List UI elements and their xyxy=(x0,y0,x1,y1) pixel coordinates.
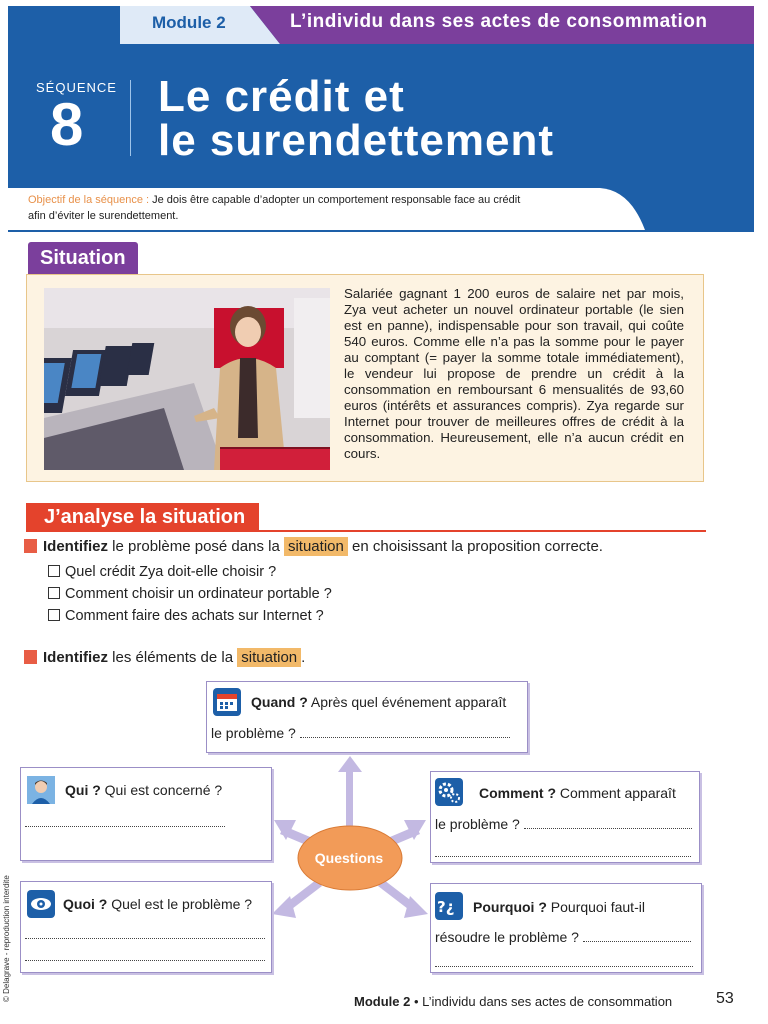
card-pourquoi-line1 xyxy=(473,897,701,917)
situation-text: Salariée gagnant 1 200 euros de salaire net par mois, Zya veut acheter un nouvel ordinateur portable (le sien est en panne), indispensable pour son travail, qui coûte 540 euros. Comme elle n’a pas la somme pour le payer au comptant (= payer la somme totale immédiatement), le vendeur lui propose de prendre un crédit à la consommation en remboursant 6 mensualités de 93,60 euros (intérêts et assurances compris). Zya regarde sur Internet pour trouver de meilleures offres de crédit à la consommation. Heureusement, elle n’a aucun crédit en cours. xyxy=(344,286,684,461)
card-quand-question-end: le problème ? xyxy=(211,725,296,741)
card-qui xyxy=(20,767,272,861)
card-qui-keyword: Qui ? xyxy=(65,782,101,798)
card-pourquoi-keyword: Pourquoi ? xyxy=(473,899,547,915)
answer-line[interactable] xyxy=(25,814,225,827)
question-2-verb: Identifiez xyxy=(43,649,109,666)
sequence-number: 8 xyxy=(50,91,84,158)
card-quand xyxy=(206,681,528,753)
answer-line[interactable] xyxy=(25,926,265,939)
card-quoi-line1 xyxy=(63,894,271,914)
card-comment-line2 xyxy=(435,814,699,834)
objective-text: Je dois être capable d’adopter un comportement responsable face au crédit afin d’éviter le surendettement. xyxy=(28,194,521,222)
svg-text:?¿: ?¿ xyxy=(437,898,455,916)
module-title: L’individu dans ses actes de consommation xyxy=(290,11,708,32)
answer-line[interactable] xyxy=(524,816,692,829)
card-quoi xyxy=(20,881,272,973)
question-2-before: les éléments de la xyxy=(108,649,238,666)
footer-module xyxy=(354,994,672,1009)
card-comment-line1 xyxy=(479,783,699,803)
question-1-verb: Identifiez xyxy=(43,538,109,555)
analyse-tab: J’analyse la situation xyxy=(26,503,259,531)
answer-line[interactable] xyxy=(435,954,693,967)
card-quand-question: Après quel événement apparaît xyxy=(307,694,507,710)
option-label: Comment choisir un ordinateur portable ? xyxy=(65,586,332,602)
page-title-line2: le surendettement xyxy=(158,116,554,165)
page-number: 53 xyxy=(716,990,734,1007)
card-qui-line1 xyxy=(65,780,270,800)
answer-line[interactable] xyxy=(25,948,265,961)
answer-line[interactable] xyxy=(435,844,691,857)
card-qui-question: Qui est concerné ? xyxy=(100,782,223,798)
card-comment-keyword: Comment ? xyxy=(479,785,556,801)
card-quand-line2 xyxy=(211,723,527,743)
question-marks-icon xyxy=(435,892,463,920)
option-label: Quel crédit Zya doit-elle choisir ? xyxy=(65,564,277,580)
card-pourquoi xyxy=(430,883,702,973)
sequence-label: SÉQUENCE xyxy=(36,80,117,95)
module-label: Module 2 xyxy=(152,13,226,32)
question-1-highlight: situation xyxy=(284,537,348,556)
card-quand-keyword: Quand ? xyxy=(251,694,308,710)
card-pourquoi-line2 xyxy=(435,927,701,947)
question-1-before: le problème posé dans la xyxy=(108,538,284,555)
gears-icon xyxy=(435,778,463,806)
mindmap-center-label: Questions xyxy=(314,850,384,866)
situation-tab: Situation xyxy=(28,242,138,274)
card-quoi-keyword: Quoi ? xyxy=(63,896,108,912)
page-title-line1: Le crédit et xyxy=(158,72,405,121)
card-comment xyxy=(430,771,700,863)
copyright-notice: © Delagrave - reproduction interdite xyxy=(2,875,11,1002)
card-pourquoi-question-end: résoudre le problème ? xyxy=(435,929,579,945)
card-comment-question: Comment apparaît xyxy=(556,785,676,801)
card-pourquoi-question: Pourquoi faut-il xyxy=(546,899,645,915)
objective-label: Objectif de la séquence : xyxy=(28,194,150,206)
answer-line[interactable] xyxy=(300,725,510,738)
card-comment-question-end: le problème ? xyxy=(435,816,520,832)
footer-module-label: Module 2 xyxy=(354,994,411,1009)
answer-line[interactable] xyxy=(583,929,691,942)
card-quoi-question: Quel est le problème ? xyxy=(107,896,253,912)
question-1-after: en choisissant la proposition correcte. xyxy=(347,538,603,555)
person-icon xyxy=(27,776,55,804)
eye-icon xyxy=(27,890,55,918)
footer-module-title: L’individu dans ses actes de consommation xyxy=(422,994,673,1009)
card-quand-line1 xyxy=(251,692,525,712)
option-label: Comment faire des achats sur Internet ? xyxy=(65,608,324,624)
footer-bullet: • xyxy=(410,994,423,1009)
question-2-after: . xyxy=(301,649,306,666)
question-2-highlight: situation xyxy=(237,648,301,667)
calendar-icon xyxy=(213,688,241,716)
